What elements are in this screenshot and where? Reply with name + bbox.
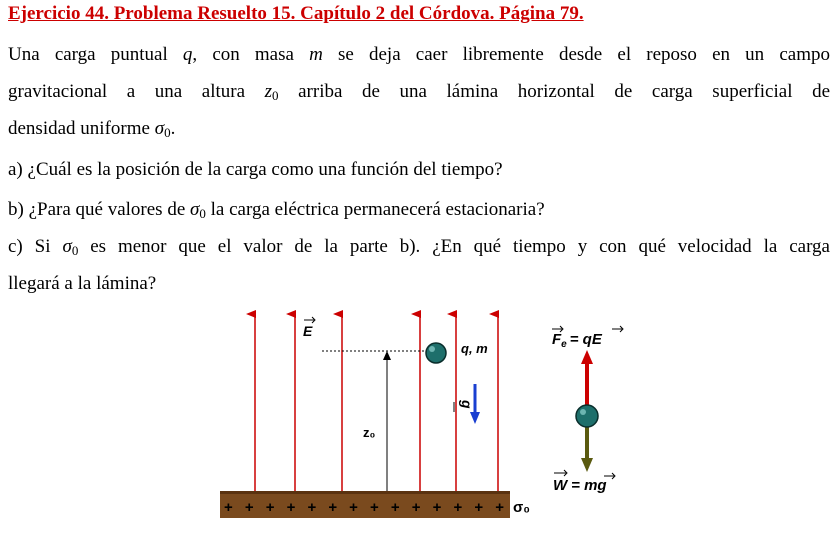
charge-ball-shine (429, 346, 435, 352)
sheet-top-edge (220, 491, 510, 494)
height-arrow-head (383, 351, 391, 360)
electric-force-label: $F_e$ = qE (552, 331, 602, 350)
height-label: z₀ (363, 425, 376, 440)
statement-line-2: gravitacional a una altura $z_0$ arriba de una lámina horizontal de carga superficial de (8, 81, 830, 103)
sheet-charges: + + + + + + + + + + + + + + (224, 499, 504, 516)
statement-line-1: Una carga puntual q, con masa m se deja caer libremente desde el reposo en un campo (8, 44, 830, 65)
question-c: c) Si $\sigma_0$ es menor que el valor de la parte b). ¿En qué tiempo y con qué velocidad la carga llegará a la lámina? (8, 236, 830, 294)
weight-label: W = mg (553, 477, 607, 494)
gravity-arrow-head (470, 412, 480, 424)
question-b: b) ¿Para qué valores de $\sigma_0$ la carga eléctrica permanecerá estacionaria? (8, 199, 545, 221)
question-a: a) ¿Cuál es la posición de la carga como una función del tiempo? (8, 159, 503, 180)
sheet-label: σ₀ (513, 499, 531, 516)
field-label: E (303, 323, 313, 339)
free-body-ball-shine (580, 409, 586, 415)
charge-label: q, m (461, 341, 488, 356)
weight-arrow-head (581, 458, 593, 472)
gravity-label: g (459, 400, 475, 409)
physics-diagram (200, 300, 650, 535)
page-title: Ejercicio 44. Problema Resuelto 15. Capítulo 2 del Córdova. Página 79. (8, 3, 584, 24)
charge-ball (426, 343, 446, 363)
free-body-ball (576, 405, 598, 427)
electric-force-arrow-head (581, 350, 593, 364)
problem-statement (8, 36, 830, 147)
statement-line-3: densidad uniforme $\sigma_0$. (8, 118, 176, 140)
